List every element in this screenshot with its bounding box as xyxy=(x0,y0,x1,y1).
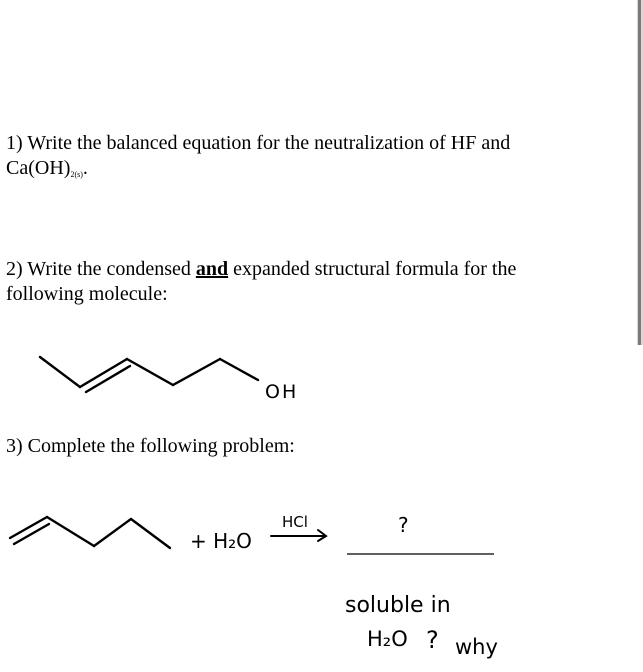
catalyst-label: HCl xyxy=(282,513,308,531)
question-3-line-1: 3) Complete the following problem: xyxy=(6,435,295,457)
alkene-bond-3 xyxy=(94,519,131,546)
question-1-formula: Ca(OH) xyxy=(6,157,71,179)
question-2-line-1-start: 2) Write the condensed xyxy=(6,258,196,280)
reaction-arrow xyxy=(271,530,326,541)
question-1-formula-subscript: 2(s) xyxy=(70,170,83,179)
molecule-oh-label: OH xyxy=(265,381,299,403)
bond-1 xyxy=(40,357,80,387)
molecule-question-2 xyxy=(40,357,258,392)
question-2-line-2: following molecule: xyxy=(6,283,168,305)
product-question-mark: ? xyxy=(398,513,409,537)
question-2-line-1-end: expanded structural formula for the xyxy=(228,258,517,280)
molecule-question-3 xyxy=(10,517,170,548)
alkene-bond-4 xyxy=(131,519,170,548)
reagent-water: + H₂O xyxy=(190,529,252,553)
note-water-formula: H₂O xyxy=(367,627,408,651)
note-soluble-in: soluble in xyxy=(345,593,451,618)
question-1-period: . xyxy=(82,157,88,179)
alkene-bond-2 xyxy=(47,517,94,546)
bond-5 xyxy=(220,359,258,380)
note-why: why xyxy=(455,635,498,659)
note-question-mark: ? xyxy=(426,626,439,654)
question-1-line-1: 1) Write the balanced equation for the neutralization of HF and xyxy=(6,132,511,154)
question-2-emphasis: and xyxy=(195,258,229,280)
bond-3 xyxy=(127,359,173,385)
bond-4 xyxy=(173,359,220,385)
